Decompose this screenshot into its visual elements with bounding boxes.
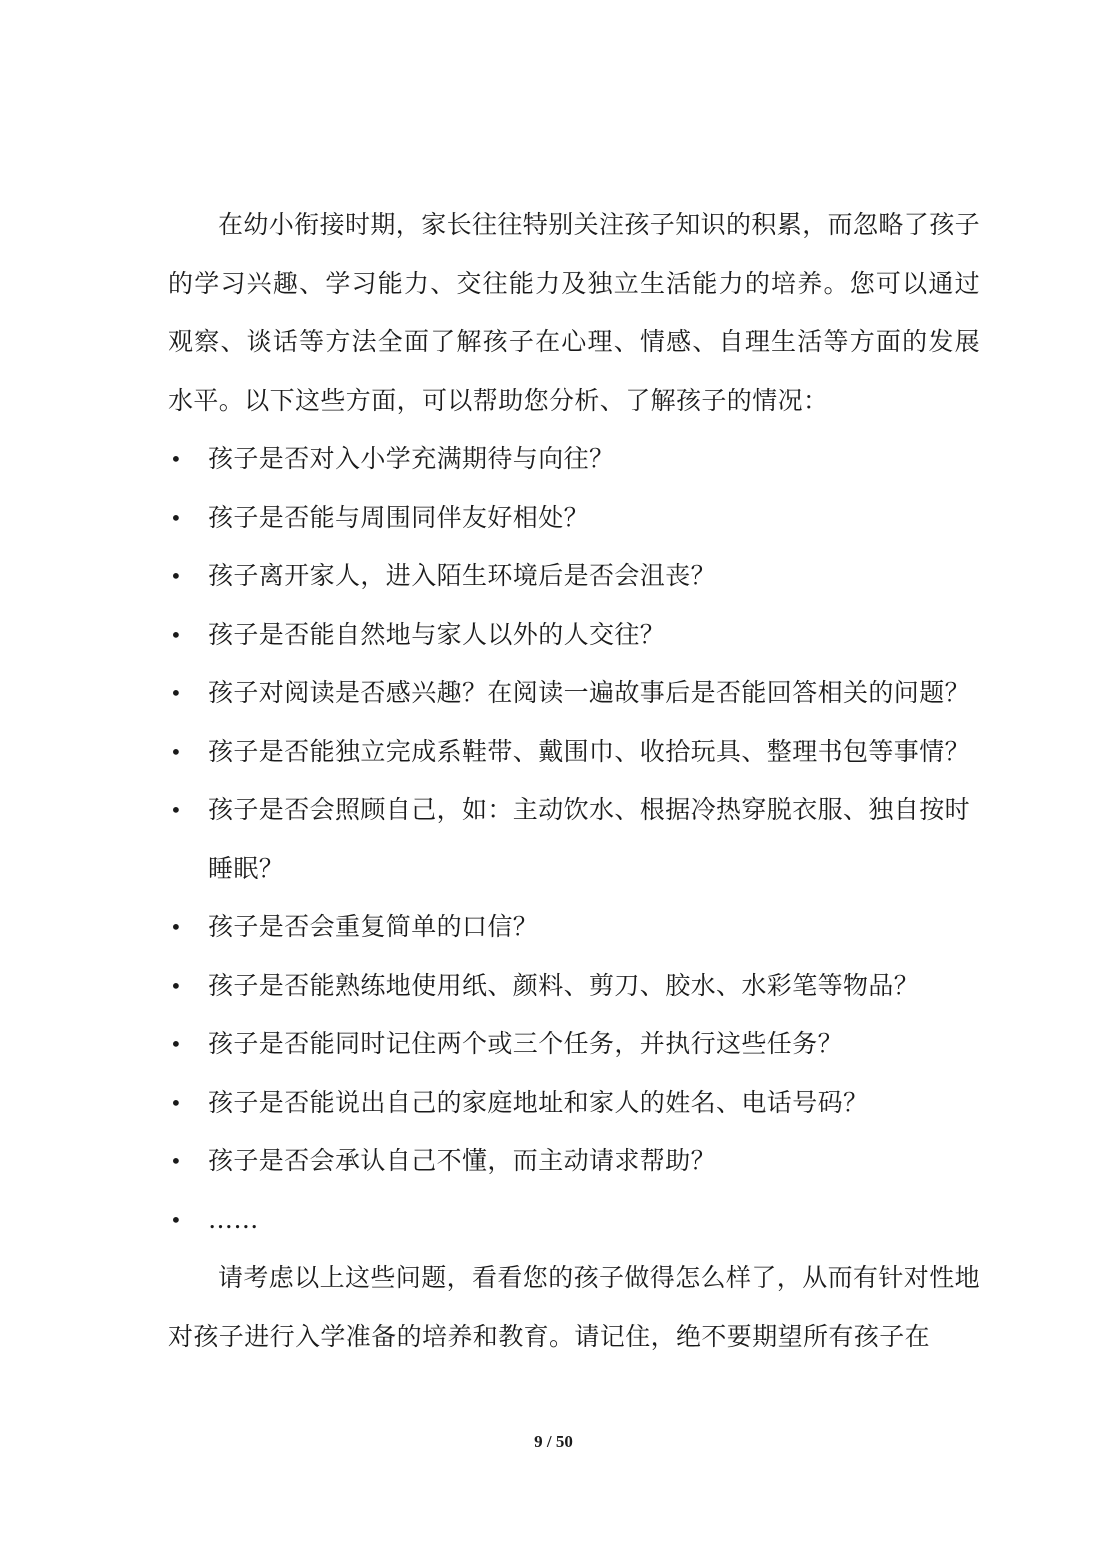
bullet-icon: • <box>170 915 183 939</box>
bullet-icon: • <box>170 681 183 705</box>
list-item <box>168 430 980 489</box>
list-item-text: 孩子离开家人，进入陌生环境后是否会沮丧？ <box>208 561 717 590</box>
list-item-text: 孩子是否能自然地与家人以外的人交往？ <box>208 619 666 649</box>
bullet-icon: • <box>170 447 183 471</box>
list-item <box>168 489 980 548</box>
list-item <box>168 1015 980 1074</box>
list-item-text: 孩子是否会承认自己不懂，而主动请求帮助？ <box>208 1146 717 1175</box>
page-number: 9 / 50 <box>534 1432 573 1451</box>
list-item <box>168 664 980 723</box>
list-item-text: 孩子是否会重复简单的口信？ <box>208 912 539 941</box>
bullet-icon: • <box>170 1149 183 1173</box>
list-item-text: 孩子是否能熟练地使用纸、颜料、剪刀、胶水、水彩笔等物品？ <box>208 970 920 1000</box>
list-item <box>168 547 980 606</box>
list-item-text: …… <box>208 1204 259 1234</box>
list-item-text: 孩子是否对入小学充满期待与向往？ <box>208 444 615 473</box>
list-item-text: 孩子是否能同时记住两个或三个任务，并执行这些任务？ <box>208 1029 844 1058</box>
list-item-text: 孩子是否会照顾自己，如：主动饮水、根据冷热穿脱衣服、独自按时睡眠？ <box>208 795 971 883</box>
bullet-icon: • <box>170 1207 183 1232</box>
list-item <box>168 957 980 1016</box>
intro-paragraph: 在幼小衔接时期，家长往往特别关注孩子知识的积累，而忽略了孩子的学习兴趣、学习能力、交往能力及独立生活能力的培养。您可以通过观察、谈话等方法全面了解孩子在心理、情感、自理生活等方面的发展水平。以下这些方面，可以帮助您分析、了解孩子的情况： <box>168 210 981 415</box>
list-item <box>168 723 980 782</box>
bullet-icon: • <box>170 739 183 764</box>
list-item <box>168 1132 980 1191</box>
bullet-icon: • <box>170 973 183 998</box>
closing-paragraph: 请考虑以上这些问题，看看您的孩子做得怎么样了，从而有针对性地对孩子进行入学准备的培养和教育。请记住，绝不要期望所有孩子在 <box>168 1263 981 1351</box>
bullet-icon: • <box>170 1090 183 1115</box>
list-item <box>168 606 980 665</box>
question-list <box>168 430 980 1249</box>
list-item-text: 孩子是否能与周围同伴友好相处？ <box>208 502 590 532</box>
list-item-text: 孩子是否能独立完成系鞋带、戴围巾、收拾玩具、整理书包等事情？ <box>208 736 971 766</box>
list-item <box>168 1191 980 1250</box>
list-item <box>168 1074 980 1133</box>
list-item <box>168 898 980 957</box>
list-item-text: 孩子对阅读是否感兴趣？在阅读一遍故事后是否能回答相关的问题？ <box>208 678 971 707</box>
bullet-icon: • <box>170 505 183 530</box>
page-content <box>168 196 980 1366</box>
list-item-text: 孩子是否能说出自己的家庭地址和家人的姓名、电话号码？ <box>208 1087 869 1117</box>
bullet-icon: • <box>170 622 183 647</box>
bullet-icon: • <box>170 564 183 588</box>
bullet-icon: • <box>170 1032 183 1056</box>
list-item <box>168 781 980 898</box>
bullet-icon: • <box>170 798 183 822</box>
